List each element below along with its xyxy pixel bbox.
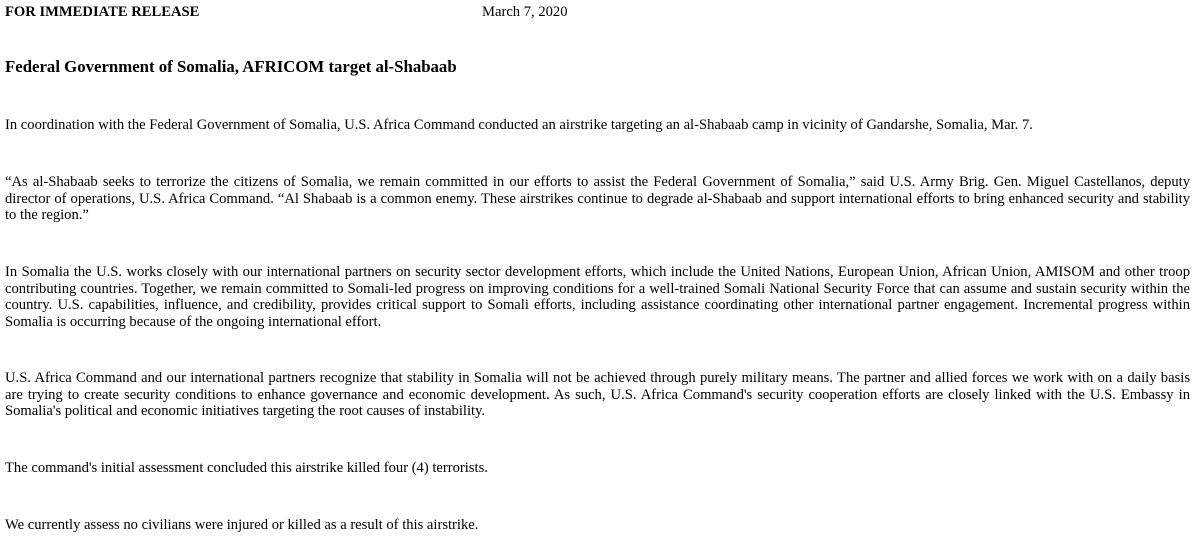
release-header bbox=[5, 4, 1200, 22]
paragraph-assessment: The command's initial assessment concluded this airstrike killed four (4) terrorists. bbox=[5, 460, 488, 476]
release-date: March 7, 2020 bbox=[482, 4, 568, 20]
release-label: FOR IMMEDIATE RELEASE bbox=[5, 4, 200, 20]
paragraph-civilians: We currently assess no civilians were injured or killed as a result of this airstrike. bbox=[5, 517, 479, 533]
paragraph-partners: In Somalia the U.S. works closely with our international partners on security sector development efforts, which include the United Nations, European Union, African Union, AMISOM and other troop contributing countries. Together, we remain committed to Somali-led progress on improving conditions for a well-trained Somali National Security Force that can assume and sustain security within the country. U.S. capabilities, influence, and credibility, provides critical support to Somali efforts, including assistance coordinating other international partner engagement. Incremental progress within Somalia is occurring because of the ongoing international effort. bbox=[5, 264, 1190, 330]
paragraph-coordination: In coordination with the Federal Government of Somalia, U.S. Africa Command conducted an airstrike targeting an al-Shabaab camp in vicinity of Gandarshe, Somalia, Mar. 7. bbox=[5, 117, 1033, 133]
headline: Federal Government of Somalia, AFRICOM target al-Shabaab bbox=[5, 57, 457, 76]
paragraph-quote: “As al-Shabaab seeks to terrorize the citizens of Somalia, we remain committed in our efforts to assist the Federal Government of Somalia,” said U.S. Army Brig. Gen. Miguel Castellanos, deputy director of operations, U.S. Africa Command. “Al Shabaab is a common enemy. These airstrikes continue to degrade al-Shabaab and support international efforts to bring enhanced security and stability to the region.” bbox=[5, 174, 1190, 223]
paragraph-stability: U.S. Africa Command and our international partners recognize that stability in Somalia will not be achieved through purely military means. The partner and allied forces we work with on a daily basis are trying to create security conditions to enhance governance and economic development. As such, U.S. Africa Command's security cooperation efforts are closely linked with the U.S. Embassy in Somalia's political and economic initiatives targeting the root causes of instability. bbox=[5, 370, 1190, 419]
